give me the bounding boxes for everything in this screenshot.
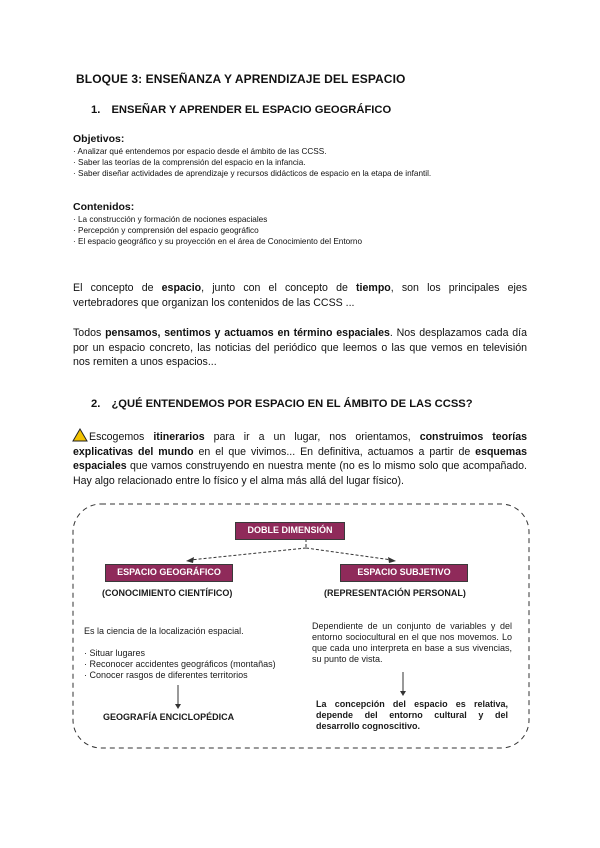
objetivos-item: · Analizar qué entendemos por espacio desde el ámbito de las CCSS. — [73, 147, 327, 156]
para3-bold: esquemas espaciales — [73, 445, 527, 473]
para3-text: Escogemos — [89, 431, 154, 443]
section-2-heading — [91, 398, 473, 410]
page-title: BLOQUE 3: ENSEÑANZA Y APRENDIZAJE DEL ESPACIO — [76, 72, 406, 86]
para1-text: , son los principales ejes vertebradores que organizan los contenidos de las CCSS ... — [73, 282, 528, 309]
geografico-description: Es la ciencia de la localización espacial. — [84, 626, 244, 636]
para3-bold: construimos teorías explicativas del mundo — [73, 431, 527, 458]
objetivos-item: · Saber las teorías de la comprensión del espacio en la infancia. — [73, 158, 306, 168]
objetivos-label-text: Objetivos — [73, 133, 121, 145]
para1-bold: espacio — [161, 282, 202, 294]
contenidos-block — [73, 201, 362, 248]
paragraph-espacio-tiempo — [73, 281, 527, 310]
para3-bold: itinerarios — [153, 431, 205, 443]
section-1-heading — [91, 104, 391, 116]
espacio-geografico-box: ESPACIO GEOGRÁFICO — [105, 564, 233, 582]
para1-text: El concepto de — [73, 282, 162, 294]
espacio-subjetivo-box: ESPACIO SUBJETIVO — [340, 564, 468, 582]
geografico-bullet: · Situar lugares — [84, 648, 146, 658]
para3-text: para ir a un lugar, nos orientamos, — [204, 431, 420, 443]
section-2-title: ¿QUÉ ENTENDEMOS POR ESPACIO EN EL ÁMBITO DE LAS CCSS? — [111, 398, 473, 410]
geografia-enciclopedica-label: GEOGRAFÍA ENCICLOPÉDICA — [103, 712, 235, 722]
representacion-personal-label: (REPRESENTACIÓN PERSONAL) — [324, 588, 466, 598]
conocimiento-cientifico-label: (CONOCIMIENTO CIENTÍFICO) — [102, 588, 233, 598]
subjetivo-description: Dependiente de un conjunto de variables y del entorno sociocultural en el que nos movemos. Lo que cada uno interpreta en base a sus vivencias, su punto de vista. — [312, 621, 512, 664]
contenidos-item: · Percepción y comprensión del espacio geográfico — [73, 226, 259, 236]
geografico-bullet: · Reconocer accidentes geográficos (montañas) — [84, 659, 276, 669]
para3-text: en el que vivimos... En definitiva, actuamos a partir de — [193, 445, 476, 458]
para1-bold: tiempo — [356, 282, 391, 294]
paragraph-todos — [73, 326, 527, 370]
concepcion-relativa-label: La concepción del espacio es relativa, depende del entorno cultural y del desarrollo cognoscitivo. — [316, 699, 508, 731]
contenidos-item: · La construcción y formación de nociones espaciales — [73, 215, 268, 224]
objetivos-label — [73, 133, 431, 145]
section-2-number: 2. — [91, 398, 101, 410]
objetivos-colon: : — [120, 133, 125, 145]
paragraph-itinerarios — [73, 430, 527, 488]
para3-text: que vamos construyendo en nuestra mente (no es lo mismo solo que acompañado. Hay algo relacionado entre lo físico y el alma más allá del lugar físico). — [73, 460, 527, 487]
para2-text: . Nos desplazamos cada día por un espacio concreto, las noticias del periódico que leemos o las que vemos en televisión nos remiten a unos espacios... — [73, 327, 527, 369]
geografico-bullet: · Conocer rasgos de diferentes territorios — [84, 670, 248, 680]
geografico-bullet-list — [84, 648, 304, 681]
para1-text: , junto con el concepto de — [201, 282, 357, 294]
doble-dimension-box: DOBLE DIMENSIÓN — [235, 522, 345, 540]
contenidos-label — [73, 201, 362, 213]
doble-dimension-diagram — [70, 500, 532, 752]
section-1-title: ENSEÑAR Y APRENDER EL ESPACIO GEOGRÁFICO — [111, 104, 392, 116]
section-1-number: 1. — [91, 104, 101, 116]
objetivos-block — [73, 133, 431, 180]
para2-bold: pensamos, sentimos y actuamos en término espaciales — [105, 327, 390, 339]
objetivos-item: · Saber diseñar actividades de aprendizaje y recursos didácticos de espacio en la etapa de infantil. — [73, 169, 432, 179]
contenidos-item: · El espacio geográfico y su proyección en el área de Conocimiento del Entorno — [73, 237, 363, 247]
para2-text: Todos — [73, 327, 106, 339]
contenidos-label-text: Contenidos — [73, 201, 131, 213]
contenidos-colon: : — [130, 201, 135, 213]
